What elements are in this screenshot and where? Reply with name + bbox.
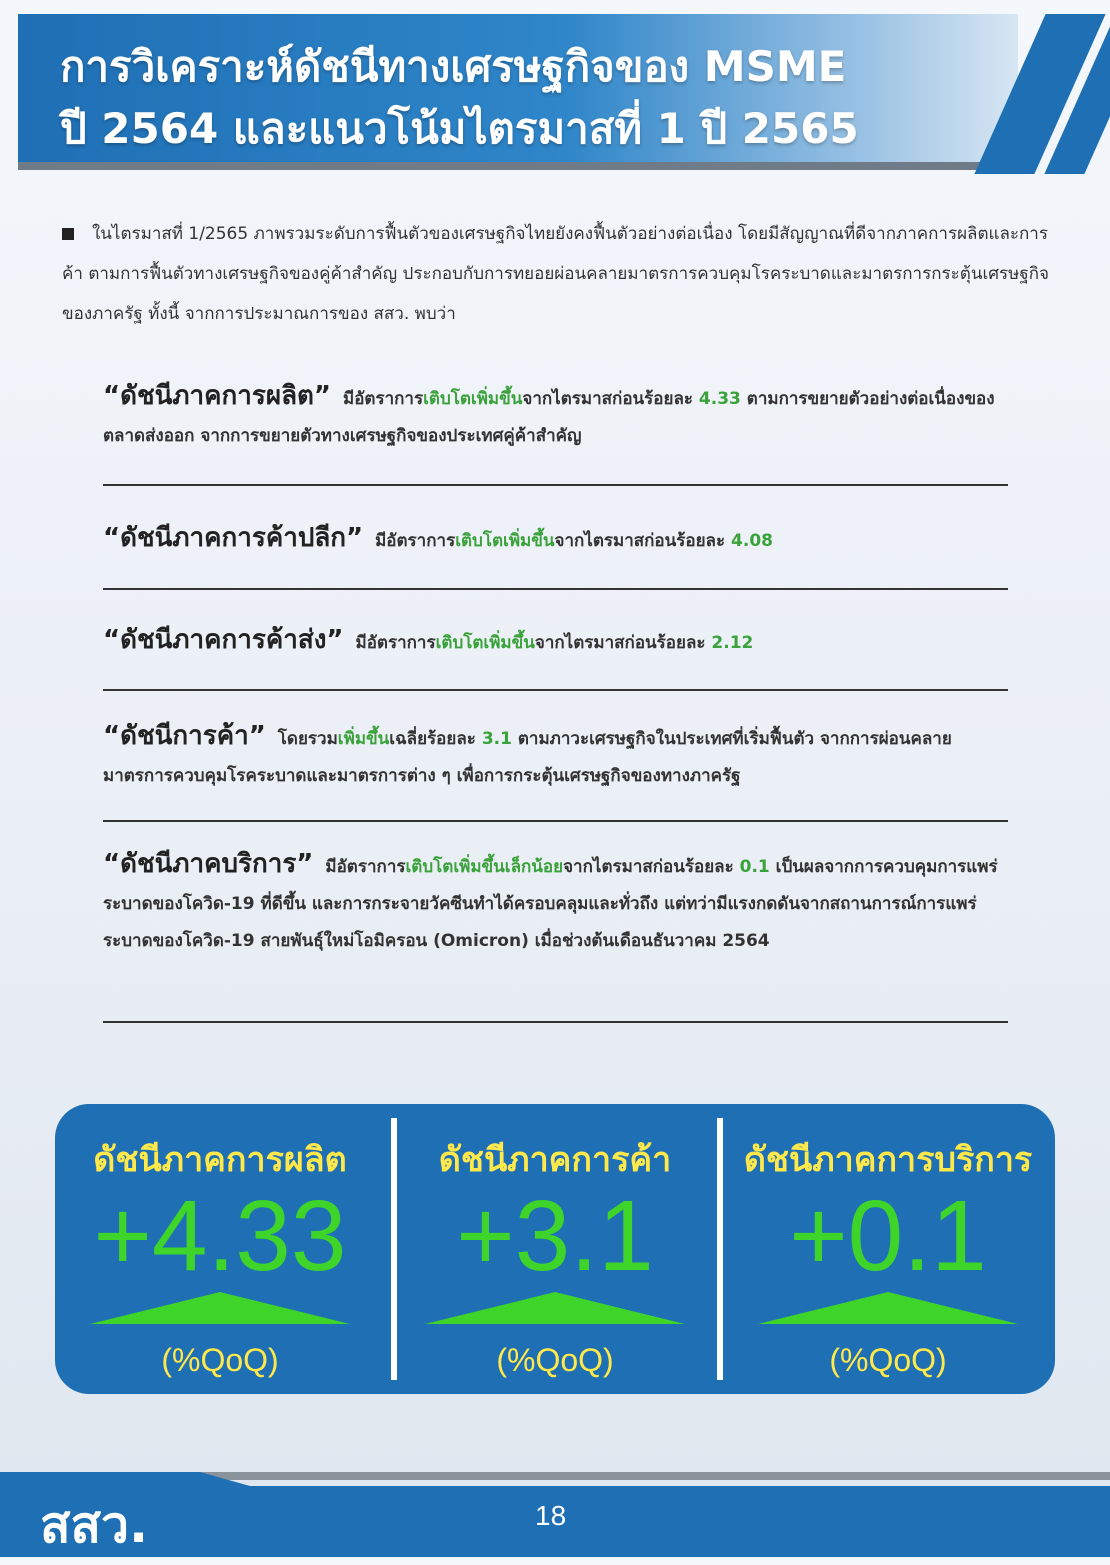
index-value: 2.12 bbox=[711, 633, 754, 653]
index-value: 4.08 bbox=[731, 531, 773, 551]
page-number: 18 bbox=[535, 1500, 567, 1531]
index-post: เป็นผลจากการควบคุมการแพร่ระบาดของโควิด-19 ที่ดีขึ้น และการกระจายวัคซีนทำได้ครอบคลุมและทั่วถึง แต่ทว่ามีแรงกดดันจากสถานการณ์การแพร่ระบาดของโควิด-19 สายพันธุ์ใหม่โอมิครอน (Omicron) เมื่อช่วงต้นเดือนธันวาคม 2564 bbox=[103, 857, 998, 951]
index-name: “ดัชนีภาคการค้าปลีก” bbox=[103, 523, 364, 553]
index-item-retail bbox=[103, 520, 1008, 590]
stats-panel bbox=[55, 1104, 1055, 1394]
index-mid: จากไตรมาสก่อนร้อยละ bbox=[522, 389, 699, 409]
stat-manufacturing bbox=[55, 1104, 385, 1394]
index-mid: จากไตรมาสก่อนร้อยละ bbox=[554, 531, 732, 551]
index-pre: มีอัตราการ bbox=[342, 389, 424, 409]
index-item-trade bbox=[103, 718, 1008, 822]
up-triangle-icon bbox=[90, 1292, 350, 1324]
footer bbox=[0, 1472, 1110, 1557]
stat-title: ดัชนีภาคการผลิต bbox=[93, 1140, 347, 1180]
up-triangle-icon bbox=[758, 1292, 1018, 1324]
index-highlight: เติบโตเพิ่มขึ้น bbox=[435, 633, 535, 653]
index-item-manufacturing bbox=[103, 378, 1008, 486]
index-mid: จากไตรมาสก่อนร้อยละ bbox=[563, 857, 740, 877]
square-bullet-icon bbox=[62, 228, 74, 240]
page-title bbox=[60, 36, 1000, 160]
stat-unit: (%QoQ) bbox=[829, 1342, 947, 1378]
header bbox=[0, 14, 1110, 174]
index-name: “ดัชนีภาคการค้าส่ง” bbox=[103, 625, 344, 655]
index-pre: มีอัตราการ bbox=[355, 633, 436, 653]
index-post: ตามการขยายตัวอย่างต่อเนื่องของตลาดส่งออก จากการขยายตัวทางเศรษฐกิจของประเทศคู่ค้าสำคัญ bbox=[103, 389, 995, 446]
index-mid: จากไตรมาสก่อนร้อยละ bbox=[534, 633, 712, 653]
index-highlight: เติบโตเพิ่มขึ้น bbox=[455, 531, 555, 551]
intro-paragraph bbox=[62, 214, 1052, 334]
index-item-wholesale bbox=[103, 622, 1008, 691]
stat-unit: (%QoQ) bbox=[161, 1342, 279, 1378]
index-name: “ดัชนีการค้า” bbox=[103, 721, 266, 751]
index-pre: มีอัตราการ bbox=[325, 857, 406, 877]
index-post: ตามภาวะเศรษฐกิจในประเทศที่เริ่มฟื้นตัว จากการผ่อนคลายมาตรการควบคุมโรคระบาดและมาตรการต่าง ๆ เพื่อการกระตุ้นเศรษฐกิจของทางภาครัฐ bbox=[103, 729, 952, 786]
index-pre: มีอัตราการ bbox=[375, 531, 456, 551]
index-pre: โดยรวม bbox=[277, 729, 338, 749]
index-highlight: เติบโตเพิ่มขึ้น bbox=[423, 389, 523, 409]
header-underline bbox=[18, 162, 1018, 170]
index-name: “ดัชนีภาคบริการ” bbox=[103, 849, 314, 879]
stat-title: ดัชนีภาคการบริการ bbox=[743, 1140, 1033, 1180]
title-line-1: การวิเคราะห์ดัชนีทางเศรษฐกิจของ MSME bbox=[60, 42, 847, 91]
stat-value: +4.33 bbox=[93, 1180, 347, 1292]
index-highlight: เติบโตเพิ่มขึ้นเล็กน้อย bbox=[405, 857, 564, 877]
osmep-logo: สสว. bbox=[40, 1496, 149, 1554]
up-triangle-icon bbox=[425, 1292, 685, 1324]
stat-trade bbox=[390, 1104, 720, 1394]
stat-value: +3.1 bbox=[456, 1180, 654, 1292]
stat-unit: (%QoQ) bbox=[496, 1342, 614, 1378]
index-value: 4.33 bbox=[698, 389, 741, 409]
title-line-2: ปี 2564 และแนวโน้มไตรมาสที่ 1 ปี 2565 bbox=[60, 104, 859, 153]
index-name: “ดัชนีภาคการผลิต” bbox=[103, 381, 331, 411]
index-value: 3.1 bbox=[481, 729, 512, 749]
stat-value: +0.1 bbox=[789, 1180, 987, 1292]
index-highlight: เพิ่มขึ้น bbox=[337, 729, 390, 749]
index-item-services bbox=[103, 846, 1008, 1023]
stat-title: ดัชนีภาคการค้า bbox=[438, 1140, 672, 1180]
intro-text: ในไตรมาสที่ 1/2565 ภาพรวมระดับการฟื้นตัวของเศรษฐกิจไทยยังคงฟื้นตัวอย่างต่อเนื่อง โดยมีสัญญาณที่ดีจากภาคการผลิตและการค้า ตามการฟื้นตัวทางเศรษฐกิจของคู่ค้าสำคัญ ประกอบกับการทยอยผ่อนคลายมาตรการควบคุมโรคระบาดและมาตรการกระตุ้นเศรษฐกิจของภาครัฐ ทั้งนี้ จากการประมาณการของ สสว. พบว่า bbox=[62, 224, 1050, 324]
stat-services bbox=[723, 1104, 1053, 1394]
index-mid: เฉลี่ยร้อยละ bbox=[389, 729, 482, 749]
index-value: 0.1 bbox=[739, 857, 770, 877]
